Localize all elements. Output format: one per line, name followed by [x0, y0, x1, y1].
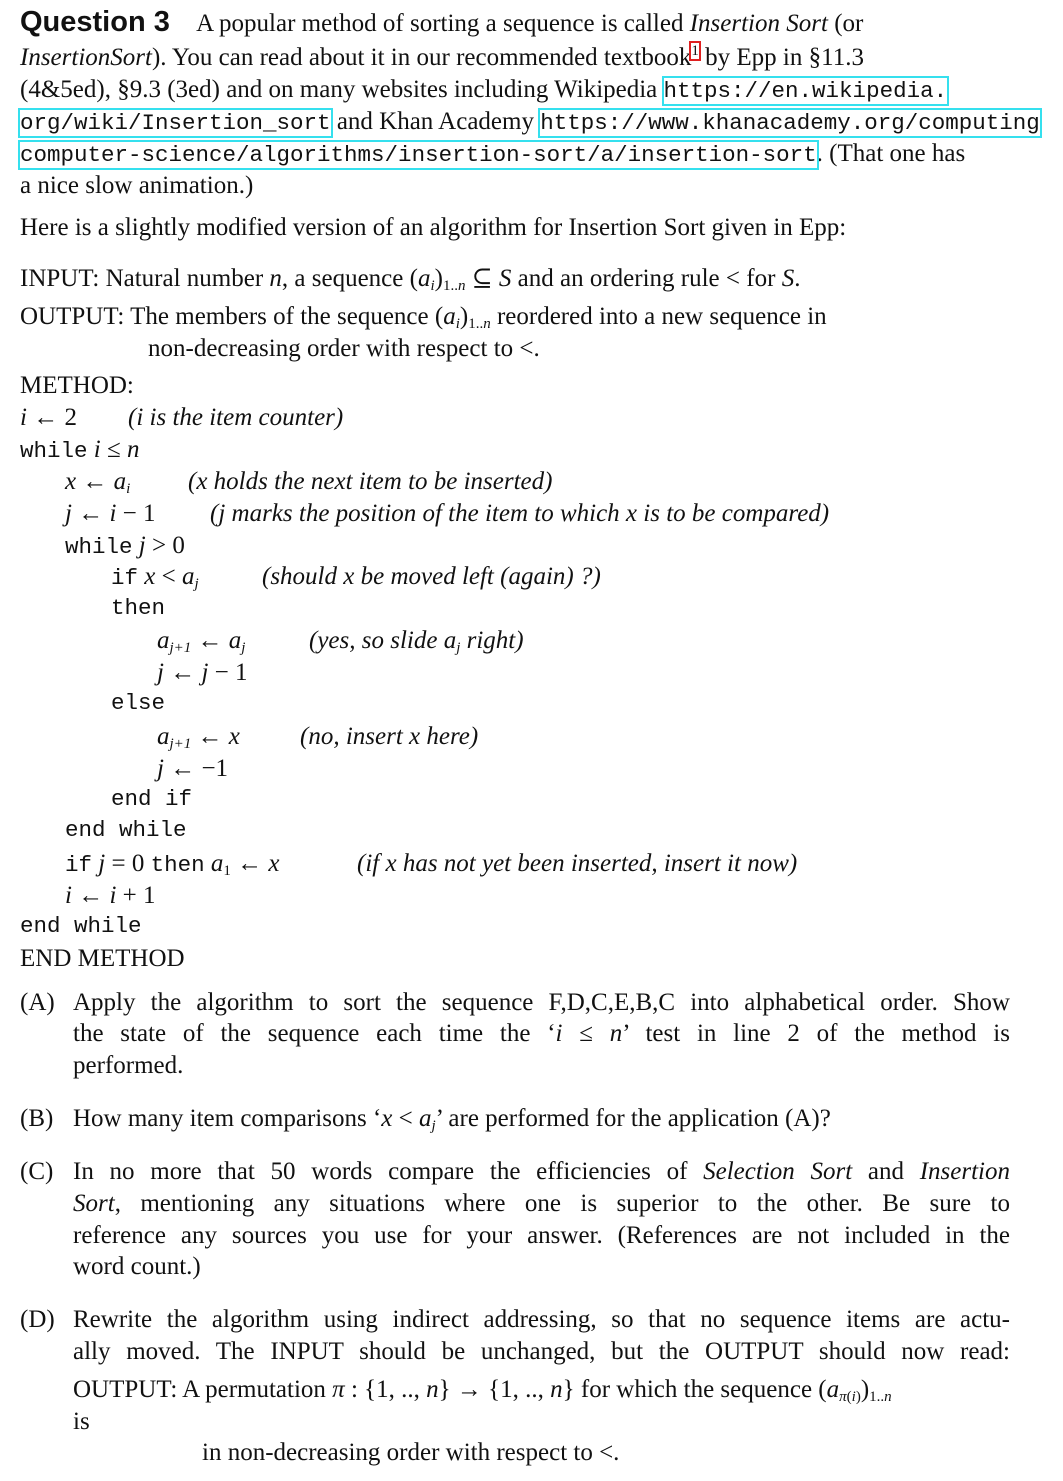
intro-line-2: InsertionSort). You can read about it in our recommended textbook$^1$ by Epp in §11.3 — [20, 43, 864, 71]
code-else: else — [111, 690, 166, 716]
khan-academy-link-cont[interactable]: computer-science/algorithms/insertion-sort/a/insertion-sort — [20, 142, 817, 168]
method-label: METHOD: — [20, 372, 134, 399]
input-spec: INPUT: Natural number n, a sequence $(a_i)_{1..n}$ ⊆ S and an ordering rule < for S. — [20, 265, 801, 294]
footnote-link[interactable]: 1 — [691, 43, 699, 59]
intro-line-5: computer-science/algorithms/insertion-sort/a/insertion-sort. (That one has — [20, 140, 966, 168]
khan-academy-link[interactable]: https://www.khanacademy.org/computing — [540, 110, 1040, 136]
question-heading: Question 3 — [20, 6, 170, 38]
part-c-line-2: Sort, mentioning any situations where one is superior to the other. Be sure to — [73, 1190, 1010, 1217]
comment-should-move: (should x be moved left (again) ?) — [262, 563, 601, 590]
part-c-label: (C) — [20, 1158, 54, 1185]
code-while-inner: while j > 0 — [65, 532, 185, 560]
comment-j-marks: (j marks the position of the item to which x is to be compared) — [210, 500, 830, 527]
question-title: Question 3 A popular method of sorting a sequence is called Insertion Sort (or — [20, 6, 864, 38]
part-d-line-2: ally moved. The INPUT should be unchanged, but the OUTPUT should now read: — [73, 1338, 1010, 1365]
part-a-line-2: the state of the sequence each time the ‘i ≤ n’ test in line 2 of the method is — [73, 1020, 1010, 1047]
code-final-if: if j = 0 then $a_1$ ← x — [65, 850, 280, 879]
part-d-line-4: is — [73, 1408, 90, 1435]
part-a-line-1: Apply the algorithm to sort the sequence F,D,C,E,B,C into alphabetical order. Show — [73, 989, 1010, 1016]
code-j-dec: j ← j − 1 — [157, 659, 248, 686]
part-a-label: (A) — [20, 989, 55, 1016]
part-c-line-1: In no more that 50 words compare the efficiencies of Selection Sort and Insertion — [73, 1158, 1010, 1185]
code-j-assign: j ← i − 1 — [65, 500, 156, 527]
part-c-line-3: reference any sources you use for your answer. (References are not included in the — [73, 1222, 1010, 1249]
here-is-text: Here is a slightly modified version of an algorithm for Insertion Sort given in Epp: — [20, 214, 847, 241]
part-b-text: How many item comparisons ‘$x < a_j$’ are performed for the application (A)? — [73, 1105, 831, 1134]
code-i-inc: i ← i + 1 — [65, 882, 156, 909]
code-line-i-init: i ← 2 — [20, 404, 77, 431]
code-end-if: end if — [111, 786, 193, 812]
part-c-line-4: word count.) — [73, 1253, 201, 1280]
code-if: if $x < a_j$ — [111, 563, 199, 592]
code-end-while-outer: end while — [20, 913, 142, 939]
comment-yes-slide: (yes, so slide $a_j$ right) — [309, 627, 524, 656]
wikipedia-link[interactable]: https://en.wikipedia. — [663, 78, 948, 104]
output-spec-cont: non-decreasing order with respect to <. — [148, 335, 540, 362]
intro-line-3: (4&5ed), §9.3 (3ed) and on many websites including Wikipedia https://en.wikipedia. — [20, 76, 948, 104]
end-method-label: END METHOD — [20, 945, 185, 972]
code-end-while-inner: end while — [65, 817, 187, 843]
comment-if-not-inserted: (if x has not yet been inserted, insert it now) — [357, 850, 798, 877]
comment-x-holds: (x holds the next item to be inserted) — [188, 468, 553, 495]
part-d-line-3: OUTPUT: A permutation π : {1, .., n} → {1, .., n} for which the sequence $(a_{\pi(i)})_{1..n}$ — [73, 1376, 892, 1405]
output-spec: OUTPUT: The members of the sequence $(a_i)_{1..n}$ reordered into a new sequence in — [20, 303, 827, 332]
comment-i-counter: (i is the item counter) — [128, 404, 344, 431]
code-x-assign: x ← $a_i$ — [65, 468, 131, 497]
code-insert: $a_{j+1}$ ← x — [157, 723, 240, 752]
part-b-label: (B) — [20, 1105, 54, 1132]
code-while-outer: while i ≤ n — [20, 436, 140, 464]
part-a-line-3: performed. — [73, 1052, 184, 1079]
part-d-line-5: in non-decreasing order with respect to <. — [202, 1439, 620, 1466]
intro-line-4: org/wiki/Insertion_sort and Khan Academy https://www.khanacademy.org/computing — [20, 108, 1040, 136]
part-d-label: (D) — [20, 1306, 55, 1333]
code-then: then — [111, 595, 166, 621]
intro-line-6: a nice slow animation.) — [20, 172, 254, 199]
wikipedia-link-cont[interactable]: org/wiki/Insertion_sort — [20, 110, 331, 136]
comment-no-insert: (no, insert x here) — [300, 723, 479, 750]
part-d-line-1: Rewrite the algorithm using indirect addressing, so that no sequence items are actu- — [73, 1306, 1010, 1333]
code-slide: $a_{j+1}$ ← $a_j$ — [157, 627, 246, 656]
code-j-neg: j ← −1 — [157, 755, 229, 782]
